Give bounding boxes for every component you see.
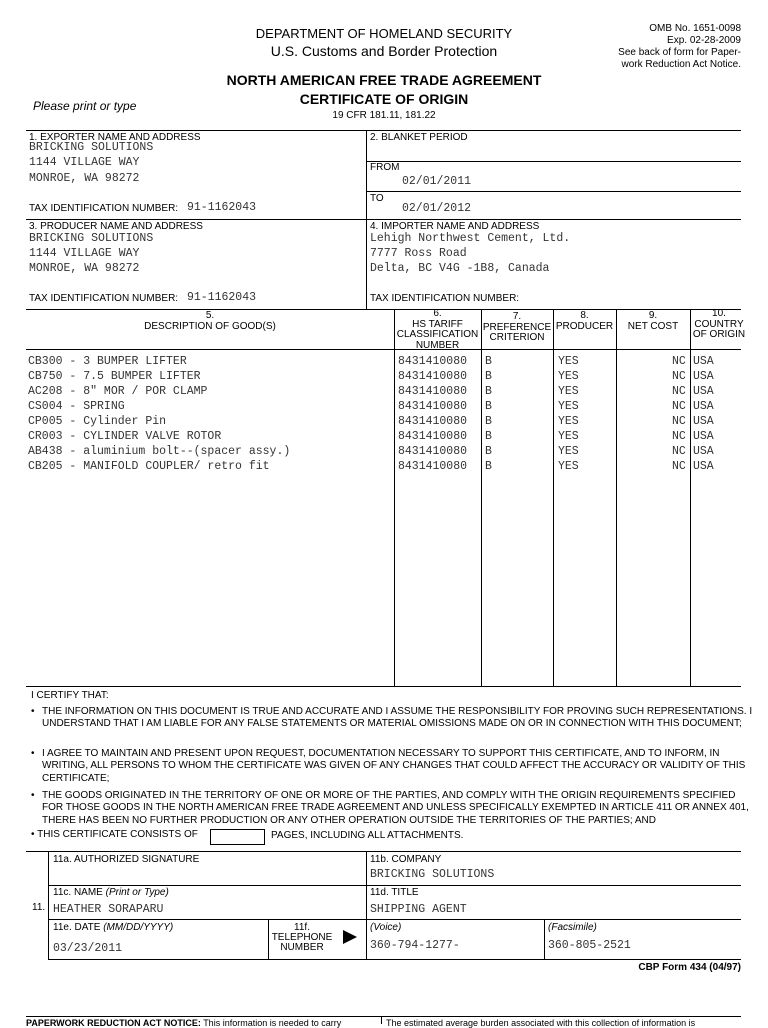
fax-label-text: (Facsimile) [548, 922, 597, 933]
voice-label [370, 922, 401, 933]
bullet-dot: • [31, 706, 35, 717]
goods-preference: B [485, 415, 492, 428]
form-title: NORTH AMERICAN FREE TRADE AGREEMENT [226, 72, 542, 88]
goods-producer: YES [558, 355, 579, 368]
company-label: 11b. COMPANY [370, 854, 442, 865]
goods-preference: B [485, 445, 492, 458]
certify-heading: I CERTIFY THAT: [31, 690, 109, 701]
exporter-address1: 1144 VILLAGE WAY [29, 156, 140, 169]
telephone-label [268, 923, 336, 953]
fax-label [548, 922, 597, 933]
goods-description: CP005 - Cylinder Pin [28, 415, 167, 428]
col6-line2: CLASSIFICATION [396, 329, 479, 340]
exporter-address2: MONROE, WA 98272 [29, 172, 140, 185]
telephone-label-line3: NUMBER [280, 942, 324, 953]
goods-producer: YES [558, 460, 579, 473]
rule-columns-head [26, 349, 741, 350]
col9-number: 9. [648, 310, 658, 321]
certify-bullet-2 [31, 748, 754, 785]
paperwork-notice-heading: PAPERWORK REDUCTION ACT NOTICE: [26, 1018, 201, 1028]
importer-name: Lehigh Northwest Cement, Ltd. [370, 232, 571, 245]
certify-bullet-2-text: I AGREE TO MAINTAIN AND PRESENT UPON REQUEST, DOCUMENTATION NECESSARY TO SUPPORT THIS CERTIFICATE, AND TO INFORM, IN WRITING, ALL PERSONS TO WHOM THE CERTIFICATE WAS GIVEN OF ANY CHANGES THAT COULD AFFECT THE ACCURACY OR VALIDITY OF THIS CERTIFICATE; [42, 748, 746, 784]
goods-net-cost: NC [672, 355, 686, 368]
rule-sig-left [48, 851, 49, 959]
col8-header [553, 311, 616, 332]
certify-bullet-3 [31, 790, 754, 827]
goods-net-cost: NC [672, 460, 686, 473]
goods-preference: B [485, 460, 492, 473]
date-label-hint: (MM/DD/YYYY) [103, 922, 174, 933]
date-label [53, 922, 173, 933]
rule-sig-fax [544, 919, 545, 959]
goods-hs-number: 8431410080 [398, 445, 468, 458]
bullet-dot: • [31, 829, 35, 840]
omb-number: OMB No. 1651-0098 [649, 23, 741, 34]
from-date: 02/01/2011 [402, 175, 472, 188]
rule-sig-row3 [48, 919, 741, 920]
goods-net-cost: NC [672, 430, 686, 443]
goods-description: CB750 - 7.5 BUMPER LIFTER [28, 370, 201, 383]
goods-net-cost: NC [672, 400, 686, 413]
col7-number: 7. [512, 311, 522, 322]
goods-origin: USA [693, 385, 714, 398]
paperwork-note-line1: See back of form for Paper- [618, 47, 741, 58]
goods-origin: USA [693, 415, 714, 428]
pages-prefix: THIS CERTIFICATE CONSISTS OF [37, 829, 198, 840]
bullet-dot: • [31, 748, 35, 759]
arrow-right-icon [342, 929, 358, 945]
rule-mid-upper [366, 130, 367, 310]
bullet-dot: • [31, 790, 35, 801]
col9-header [616, 311, 690, 332]
to-label: TO [370, 193, 384, 204]
col6-line1: HS TARIFF [412, 318, 463, 330]
goods-origin: USA [693, 445, 714, 458]
certify-bullet-1-text: THE INFORMATION ON THIS DOCUMENT IS TRUE AND ACCURATE AND I ASSUME THE RESPONSIBILITY FOR PROVING SUCH REPRESENTATIONS. I UNDERSTAND THAT I AM LIABLE FOR ANY FALSE STATEMENTS OR MATERIAL OMISSIONS MADE ON OR IN CONNECTION WITH THIS DOCUMENT; [42, 706, 753, 730]
paperwork-notice-text: This information is needed to carry [203, 1018, 342, 1028]
goods-list [0, 354, 768, 484]
name-value: HEATHER SORAPARU [53, 903, 164, 916]
goods-producer: YES [558, 445, 579, 458]
pages-count-field[interactable] [210, 829, 265, 845]
goods-preference: B [485, 355, 492, 368]
importer-label: 4. IMPORTER NAME AND ADDRESS [370, 221, 540, 232]
exporter-tax-id: 91-1162043 [187, 201, 257, 214]
fax-value: 360-805-2521 [548, 939, 631, 952]
goods-net-cost: NC [672, 415, 686, 428]
paperwork-note-line2: work Reduction Act Notice. [621, 59, 741, 70]
title-label: 11d. TITLE [370, 887, 419, 898]
from-label: FROM [370, 162, 400, 173]
goods-producer: YES [558, 430, 579, 443]
section-11-number: 11. [32, 902, 46, 913]
goods-producer: YES [558, 385, 579, 398]
importer-address1: 7777 Ross Road [370, 247, 467, 260]
col8-number: 8. [580, 310, 589, 321]
col7-line2: CRITERION [489, 332, 545, 343]
importer-address2: Delta, BC V4G -1B8, Canada [370, 262, 550, 275]
exporter-name: BRICKING SOLUTIONS [29, 141, 154, 154]
col5-title: DESCRIPTION OF GOOD(S) [144, 320, 276, 332]
producer-tax-id: 91-1162043 [187, 291, 257, 304]
telephone-label-line2: TELEPHONE [271, 932, 333, 943]
col10-header [690, 309, 748, 341]
name-label [53, 887, 169, 898]
goods-net-cost: NC [672, 370, 686, 383]
col5-header [26, 311, 394, 332]
rule-notice-top [26, 1016, 741, 1017]
rule-section3 [26, 219, 741, 220]
producer-label: 3. PRODUCER NAME AND ADDRESS [29, 221, 203, 232]
blanket-period-label: 2. BLANKET PERIOD [370, 132, 468, 143]
goods-description: CS004 - SPRING [28, 400, 125, 413]
date-label-text: 11e. DATE [53, 922, 101, 933]
signature-field[interactable] [53, 866, 361, 884]
voice-label-text: (Voice) [370, 922, 402, 933]
goods-hs-number: 8431410080 [398, 370, 468, 383]
certify-bullet-4 [31, 829, 198, 841]
print-instruction: Please print or type [33, 99, 137, 113]
rule-columns-top [26, 309, 741, 310]
goods-origin: USA [693, 370, 714, 383]
goods-origin: USA [693, 430, 714, 443]
producer-name: BRICKING SOLUTIONS [29, 232, 154, 245]
rule-goods-bottom [26, 686, 741, 687]
goods-description: CR003 - CYLINDER VALVE ROTOR [28, 430, 222, 443]
rule-notice-mid [381, 1016, 382, 1024]
goods-net-cost: NC [672, 385, 686, 398]
goods-producer: YES [558, 415, 579, 428]
goods-hs-number: 8431410080 [398, 460, 468, 473]
exporter-tax-label: TAX IDENTIFICATION NUMBER: [29, 203, 179, 214]
burden-notice: The estimated average burden associated with this collection of information is [386, 1018, 696, 1028]
col10-line1: COUNTRY [694, 318, 744, 330]
col7-header [481, 312, 553, 344]
goods-preference: B [485, 370, 492, 383]
form-subtitle: CERTIFICATE OF ORIGIN [299, 91, 469, 107]
cfr-reference: 19 CFR 181.11, 181.22 [332, 110, 436, 121]
goods-description: AB438 - aluminium bolt--(spacer assy.) [28, 445, 291, 458]
agency-name: DEPARTMENT OF HOMELAND SECURITY [255, 26, 513, 41]
col8-title: PRODUCER [555, 320, 614, 332]
goods-preference: B [485, 400, 492, 413]
date-value: 03/23/2011 [53, 942, 123, 955]
sub-agency-name: U.S. Customs and Border Protection [270, 43, 498, 59]
goods-net-cost: NC [672, 445, 686, 458]
goods-preference: B [485, 385, 492, 398]
voice-value: 360-794-1277- [370, 939, 460, 952]
rule-sig-bottom [48, 959, 741, 960]
rule-sig-top [26, 851, 741, 852]
col5-number: 5. [205, 310, 215, 321]
certify-bullet-1 [31, 706, 754, 731]
rule-from [366, 161, 741, 162]
name-label-hint: (Print or Type) [105, 887, 169, 898]
producer-address2: MONROE, WA 98272 [29, 262, 140, 275]
goods-description: CB300 - 3 BUMPER LIFTER [28, 355, 187, 368]
goods-description: AC208 - 8" MOR / POR CLAMP [28, 385, 208, 398]
goods-producer: YES [558, 400, 579, 413]
signature-label: 11a. AUTHORIZED SIGNATURE [53, 854, 200, 865]
col6-header [394, 309, 481, 351]
goods-producer: YES [558, 370, 579, 383]
rule-top [26, 130, 741, 131]
col7-line1: PREFERENCE [482, 321, 552, 333]
goods-hs-number: 8431410080 [398, 400, 468, 413]
goods-hs-number: 8431410080 [398, 355, 468, 368]
importer-tax-label: TAX IDENTIFICATION NUMBER: [370, 293, 520, 304]
exporter-label: 1. EXPORTER NAME AND ADDRESS [29, 132, 201, 143]
goods-origin: USA [693, 355, 714, 368]
company-value: BRICKING SOLUTIONS [370, 868, 495, 881]
col6-number: 6. [433, 308, 442, 319]
goods-preference: B [485, 430, 492, 443]
certify-bullet-3-text: THE GOODS ORIGINATED IN THE TERRITORY OF ONE OR MORE OF THE PARTIES, AND COMPLY WITH THE ORIGIN REQUIREMENTS SPECIFIED FOR THOSE GOODS IN THE NORTH AMERICAN FREE TRADE AGREEMENT AND UNLESS SPECIFICALLY EXEMPTED IN ARTICLE 411 OR ANNEX 401, THERE HAS BEEN NO FURTHER PRODUCTION OR ANY OTHER OPERATION OUTSIDE THE TERRITORIES OF THE PARTIES; AND [42, 790, 749, 826]
form-id: CBP Form 434 (04/97) [638, 962, 741, 973]
rule-to [366, 191, 741, 192]
col10-number: 10. [712, 308, 726, 319]
paperwork-notice [26, 1018, 341, 1028]
col6-line3: NUMBER [415, 339, 460, 351]
telephone-label-line1: 11f. [294, 922, 310, 933]
title-value: SHIPPING AGENT [370, 903, 467, 916]
to-date: 02/01/2012 [402, 202, 472, 215]
goods-origin: USA [693, 460, 714, 473]
rule-sig-mid [366, 851, 367, 959]
col9-title: NET COST [627, 320, 679, 332]
goods-hs-number: 8431410080 [398, 415, 468, 428]
expiration-date: Exp. 02-28-2009 [667, 35, 741, 46]
producer-tax-label: TAX IDENTIFICATION NUMBER: [29, 293, 179, 304]
goods-hs-number: 8431410080 [398, 385, 468, 398]
producer-address1: 1144 VILLAGE WAY [29, 247, 140, 260]
goods-hs-number: 8431410080 [398, 430, 468, 443]
rule-sig-row2 [48, 885, 741, 886]
col10-line2: OF ORIGIN [692, 329, 746, 340]
goods-description: CB205 - MANIFOLD COUPLER/ retro fit [28, 460, 270, 473]
pages-suffix: PAGES, INCLUDING ALL ATTACHMENTS. [271, 830, 464, 841]
name-label-text: 11c. NAME [53, 887, 103, 898]
goods-origin: USA [693, 400, 714, 413]
